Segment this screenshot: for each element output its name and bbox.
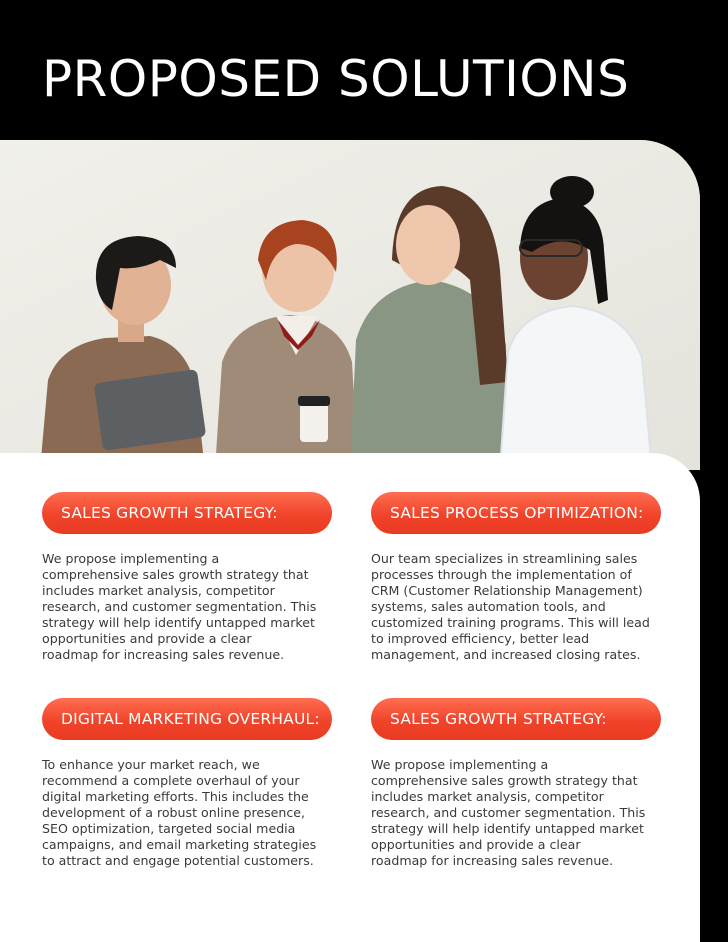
body-line: roadmap for increasing sales revenue. [371, 853, 614, 868]
body-line: includes market analysis, competitor [42, 583, 275, 598]
body-line: campaigns, and email marketing strategies [42, 837, 317, 852]
body-line: customized training programs. This will lead [371, 615, 650, 630]
section-digital-marketing [42, 698, 332, 869]
body-line: strategy will help identify untapped market [371, 821, 644, 836]
section-sales-growth [42, 492, 332, 663]
body-line: Our team specializes in streamlining sales [371, 551, 638, 566]
body-line: research, and customer segmentation. This [371, 805, 646, 820]
body-line: comprehensive sales growth strategy that [42, 567, 309, 582]
body-line: To enhance your market reach, we [42, 757, 260, 772]
body-line: systems, sales automation tools, and [371, 599, 606, 614]
body-line: development of a robust online presence, [42, 805, 306, 820]
section-body [371, 757, 656, 869]
body-line: management, and increased closing rates. [371, 647, 641, 662]
section-heading: SALES GROWTH STRATEGY: [371, 698, 661, 740]
body-line: roadmap for increasing sales revenue. [42, 647, 285, 662]
section-heading: SALES PROCESS OPTIMIZATION: [371, 492, 661, 534]
body-line: We propose implementing a [371, 757, 549, 772]
body-line: CRM (Customer Relationship Management) [371, 583, 643, 598]
body-line: digital marketing efforts. This includes the [42, 789, 309, 804]
body-line: strategy will help identify untapped market [42, 615, 315, 630]
section-sales-process [371, 492, 661, 663]
section-body [42, 551, 327, 663]
body-line: includes market analysis, competitor [371, 789, 604, 804]
body-line: opportunities and provide a clear [371, 837, 581, 852]
body-line: processes through the implementation of [371, 567, 632, 582]
body-line: We propose implementing a [42, 551, 220, 566]
body-line: to attract and engage potential customers. [42, 853, 314, 868]
section-heading: DIGITAL MARKETING OVERHAUL: [42, 698, 332, 740]
body-line: to improved efficiency, better lead [371, 631, 590, 646]
body-line: opportunities and provide a clear [42, 631, 252, 646]
body-line: SEO optimization, targeted social media [42, 821, 296, 836]
section-heading: SALES GROWTH STRATEGY: [42, 492, 332, 534]
page-title: PROPOSED SOLUTIONS [42, 50, 630, 108]
section-sales-growth-2 [371, 698, 661, 869]
body-line: recommend a complete overhaul of your [42, 773, 300, 788]
body-line: research, and customer segmentation. This [42, 599, 317, 614]
team-photo-icon [0, 140, 700, 470]
section-body [371, 551, 656, 663]
body-line: comprehensive sales growth strategy that [371, 773, 638, 788]
team-photo [0, 140, 700, 470]
section-body [42, 757, 327, 869]
